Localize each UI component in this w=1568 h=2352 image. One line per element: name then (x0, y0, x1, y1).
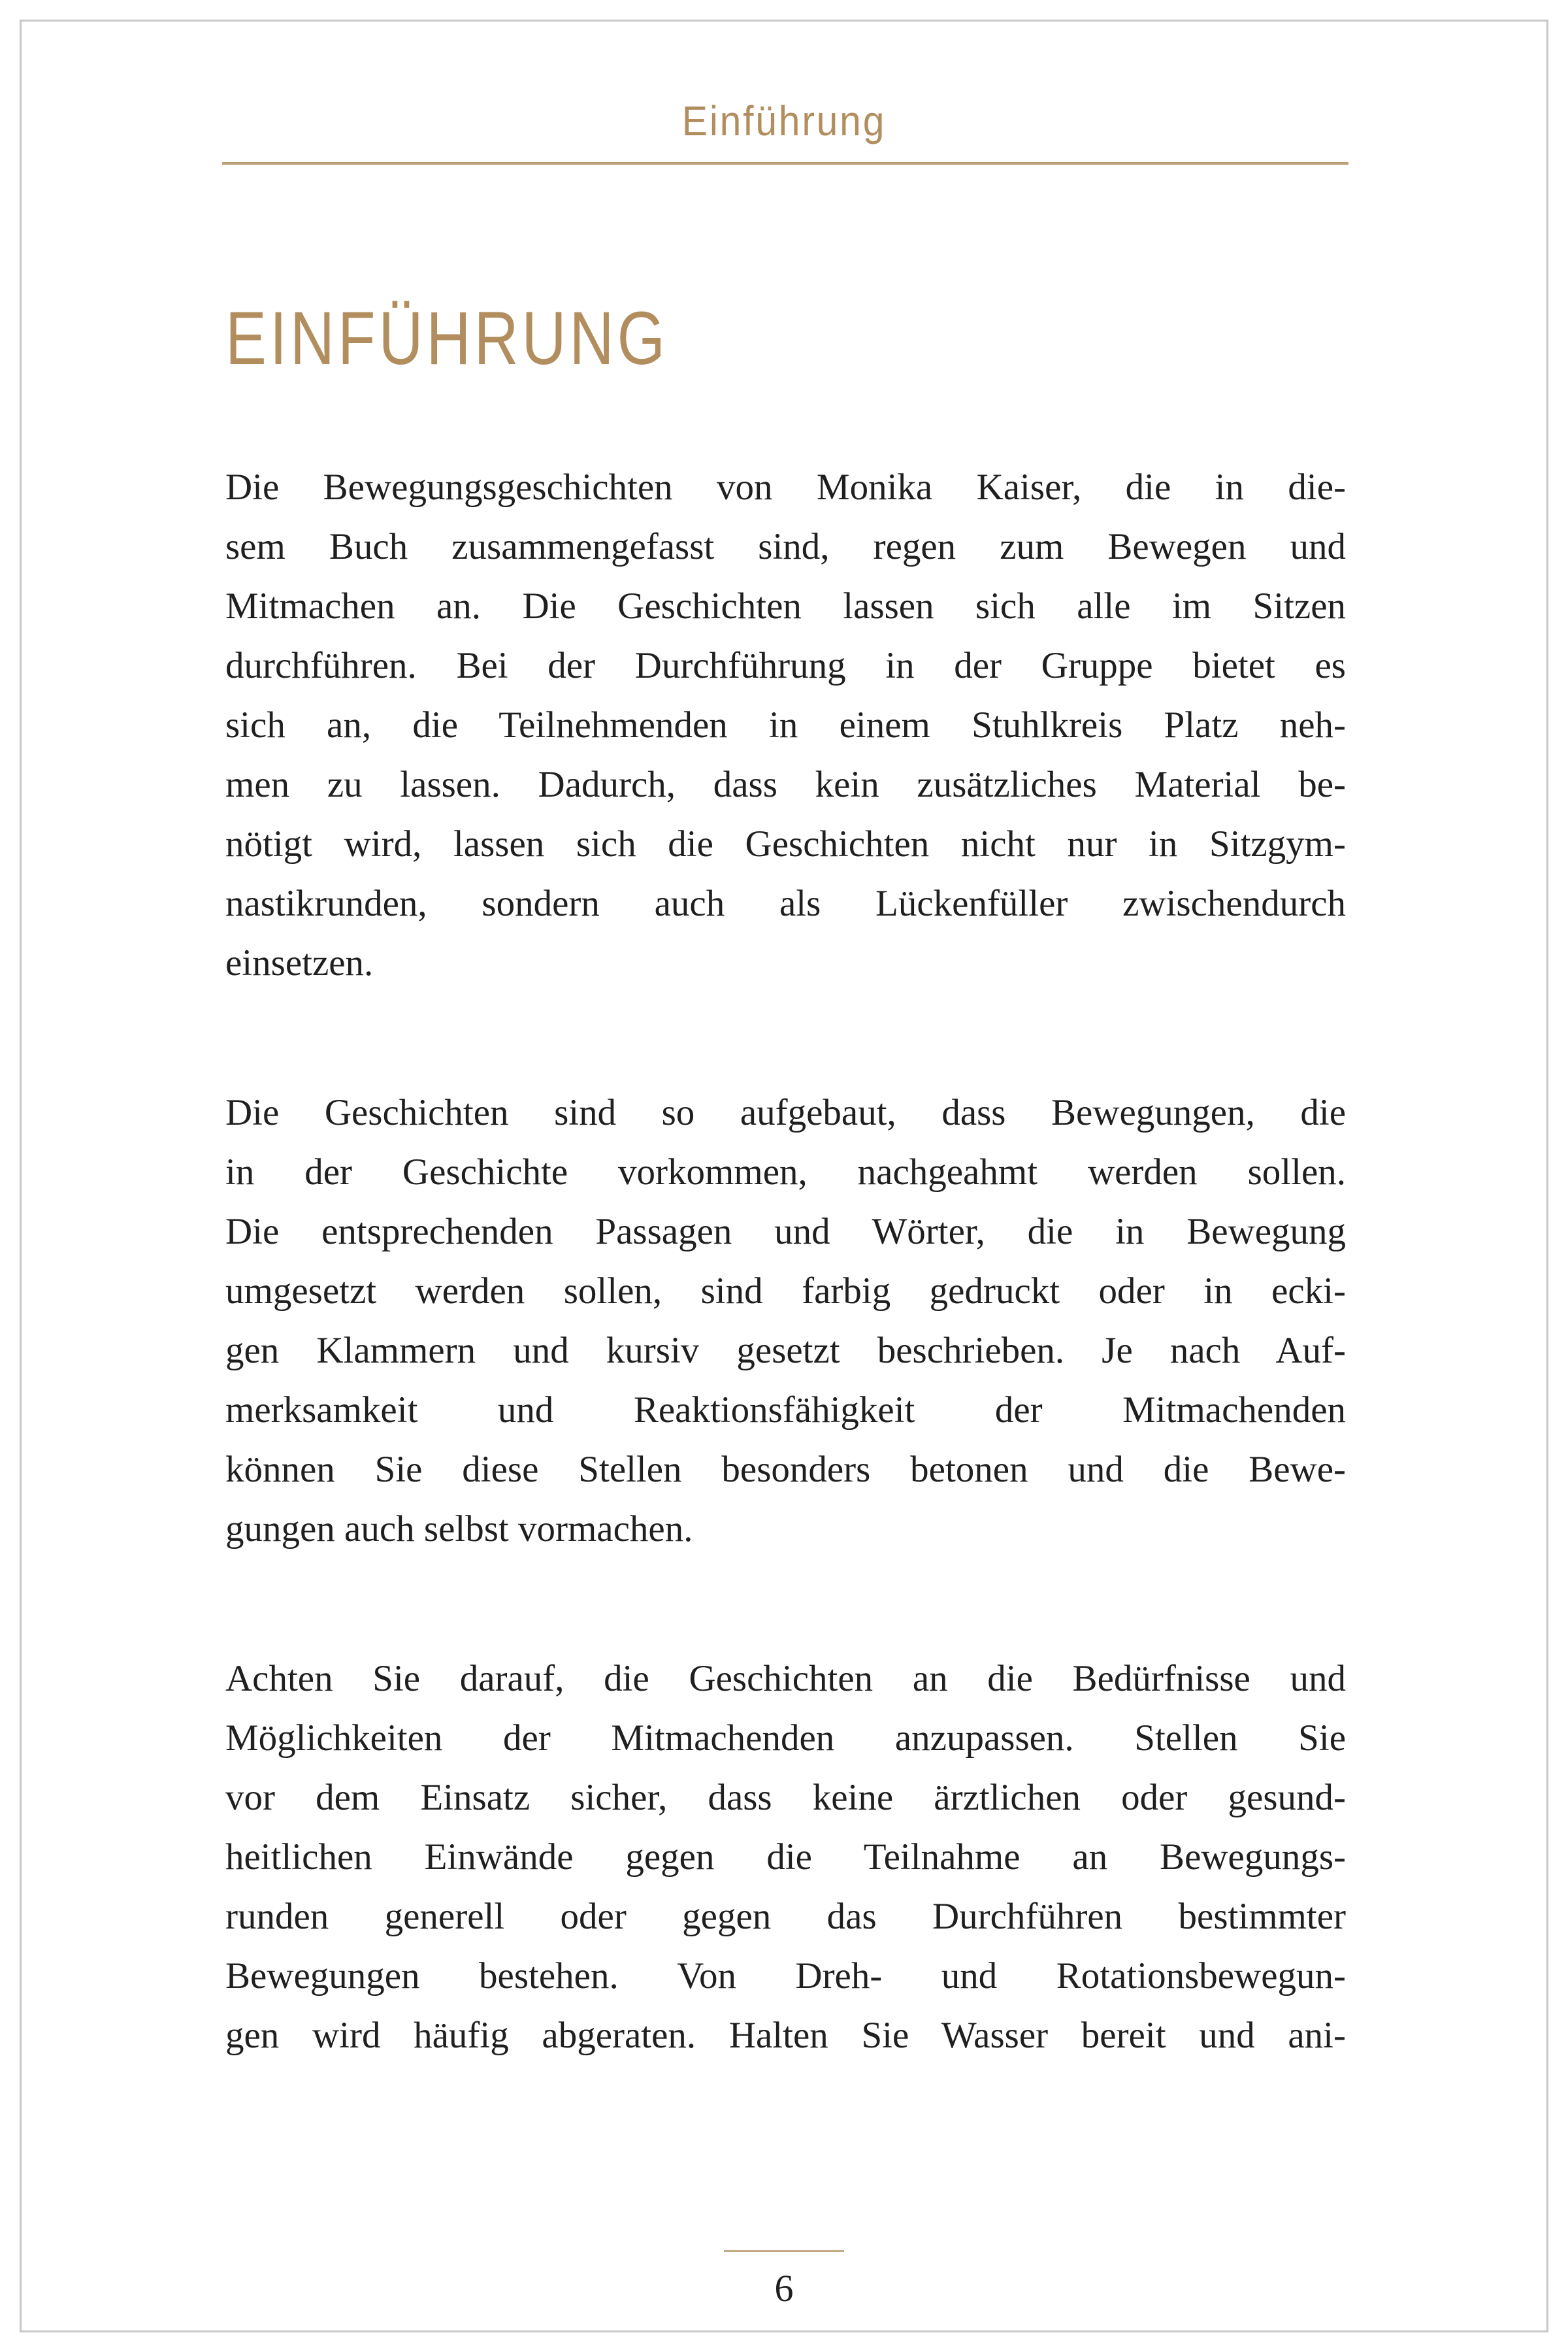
text-line: merksamkeit und Reaktionsfähigkeit der Mitmachenden (225, 1389, 1346, 1431)
page-number: 6 (774, 2267, 794, 2310)
text-line: runden generell oder gegen das Durchführen bestimmter (225, 1896, 1346, 1937)
text-line: Möglichkeiten der Mitmachenden anzupassen. Stellen Sie (225, 1717, 1346, 1759)
text-line: in der Geschichte vorkommen, nachgeahmt werden sollen. (225, 1151, 1346, 1193)
text-line: Die Bewegungsgeschichten von Monika Kaiser, die in die- (225, 467, 1346, 508)
text-line: Die entsprechenden Passagen und Wörter, die in Bewegung (225, 1211, 1346, 1252)
running-head: Einführung (681, 97, 887, 144)
text-line: umgesetzt werden sollen, sind farbig gedruckt oder in ecki- (225, 1270, 1346, 1312)
text-line: sem Buch zusammengefasst sind, regen zum Bewegen und (225, 526, 1346, 567)
paragraph (225, 1649, 1346, 2065)
text-line: Bewegungen bestehen. Von Dreh- und Rotationsbewegun- (225, 1955, 1346, 1996)
text-line: vor dem Einsatz sicher, dass keine ärztlichen oder gesund- (225, 1777, 1346, 1818)
text-line: nötigt wird, lassen sich die Geschichten nicht nur in Sitzgym- (225, 823, 1346, 865)
text-line: men zu lassen. Dadurch, dass kein zusätzliches Material be- (225, 764, 1346, 805)
text-line: nastikrunden, sondern auch als Lückenfüller zwischendurch (225, 883, 1346, 924)
text-line: gen Klammern und kursiv gesetzt beschrieben. Je nach Auf- (225, 1330, 1346, 1371)
text-line: Mitmachen an. Die Geschichten lassen sich alle im Sitzen (225, 586, 1346, 627)
text-line: heitlichen Einwände gegen die Teilnahme an Bewegungs- (225, 1836, 1346, 1878)
header-rule (222, 162, 1348, 165)
paragraph (225, 1083, 1346, 1559)
text-line: Die Geschichten sind so aufgebaut, dass Bewegungen, die (225, 1092, 1346, 1133)
text-line: gen wird häufig abgeraten. Halten Sie Wasser bereit und ani- (225, 2015, 1346, 2056)
text-line: sich an, die Teilnehmenden in einem Stuhlkreis Platz neh- (225, 704, 1346, 746)
text-line: einsetzen. (225, 942, 374, 984)
text-line: können Sie diese Stellen besonders betonen und die Bewe- (225, 1449, 1346, 1490)
text-line: Achten Sie darauf, die Geschichten an die Bedürfnisse und (225, 1658, 1346, 1699)
text-line: gungen auch selbst vormachen. (225, 1508, 693, 1549)
chapter-title: EINFÜHRUNG (225, 297, 668, 380)
body-text (225, 457, 1346, 2065)
footer-rule (724, 2250, 844, 2252)
paragraph (225, 457, 1346, 993)
text-line: durchführen. Bei der Durchführung in der Gruppe bietet es (225, 645, 1346, 686)
